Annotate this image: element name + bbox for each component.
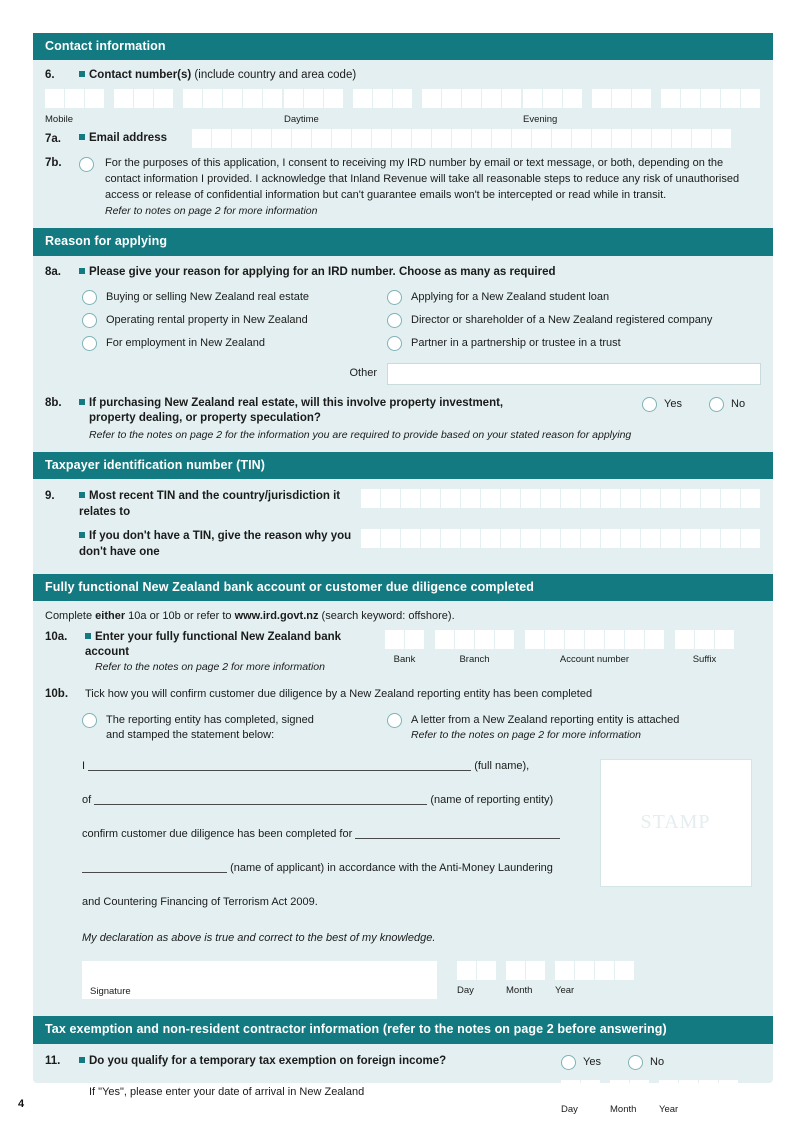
input-cell[interactable] xyxy=(681,89,700,108)
declaration-block xyxy=(45,759,761,946)
stamp-box xyxy=(600,759,752,887)
cdd-option-statement[interactable] xyxy=(82,713,387,743)
input-cell[interactable] xyxy=(721,529,740,548)
input-cell[interactable] xyxy=(361,529,380,548)
input-cell[interactable] xyxy=(641,529,660,548)
reason-for-applying-body xyxy=(33,256,773,443)
cdd-option-letter-note: Refer to the notes on page 2 for more information xyxy=(411,729,641,742)
input-cell[interactable] xyxy=(525,630,544,649)
cell-group[interactable] xyxy=(661,89,761,108)
declaration-line-1: I (full name), xyxy=(82,759,530,772)
reason-option-real-estate[interactable]: Buying or selling New Zealand real estate xyxy=(82,290,387,305)
arrival-month-cells[interactable] xyxy=(610,1080,650,1099)
cell-group[interactable] xyxy=(353,89,413,108)
cell-group[interactable] xyxy=(114,89,174,108)
declaration-line-3: confirm customer due diligence has been completed for xyxy=(82,827,590,843)
input-cell[interactable] xyxy=(385,630,404,649)
question-8a-label: Please give your reason for applying for an IRD number. Choose as many as required xyxy=(79,265,556,280)
input-cell[interactable] xyxy=(332,129,351,148)
input-cell[interactable] xyxy=(701,529,720,548)
page-number: 4 xyxy=(18,1098,25,1110)
input-cell[interactable] xyxy=(472,129,491,148)
reason-options-left xyxy=(82,290,387,359)
input-cell[interactable] xyxy=(421,529,440,548)
input-cell[interactable] xyxy=(741,89,760,108)
radio-icon-yes[interactable] xyxy=(642,397,657,412)
input-cell[interactable] xyxy=(601,489,620,508)
question-11-label: Do you qualify for a temporary tax exemption on foreign income? xyxy=(79,1054,561,1069)
input-cell[interactable] xyxy=(555,961,574,980)
section-header-contact-information: Contact information xyxy=(33,33,773,60)
input-cell[interactable] xyxy=(373,89,392,108)
declaration-line-6: My declaration as above is true and correct to the best of my knowledge. xyxy=(82,931,436,944)
question-7b-note: Refer to notes on page 2 for more information xyxy=(105,205,318,218)
input-cell[interactable] xyxy=(223,89,242,108)
input-cell[interactable] xyxy=(481,529,500,548)
question-8a-number: 8a. xyxy=(45,265,61,278)
input-cell[interactable] xyxy=(741,489,760,508)
input-cell[interactable] xyxy=(632,129,651,148)
input-cell[interactable] xyxy=(506,961,525,980)
declaration-day-field[interactable] xyxy=(457,961,497,996)
input-cell[interactable] xyxy=(475,630,494,649)
tin-input-1[interactable] xyxy=(361,489,761,508)
input-cell[interactable] xyxy=(461,529,480,548)
input-cell[interactable] xyxy=(581,529,600,548)
declaration-year-field[interactable] xyxy=(555,961,635,996)
input-cell[interactable] xyxy=(183,89,202,108)
input-cell[interactable] xyxy=(263,89,282,108)
reason-options-right xyxy=(387,290,761,359)
input-cell[interactable] xyxy=(512,129,531,148)
input-cell[interactable] xyxy=(372,129,391,148)
input-cell[interactable] xyxy=(361,489,380,508)
bank-caption: Bank xyxy=(393,654,416,666)
question-8a xyxy=(45,265,761,280)
section-header-tin: Taxpayer identification number (TIN) xyxy=(33,452,773,479)
account-number-cells[interactable] xyxy=(525,630,665,649)
question-11-yes-label: Yes xyxy=(583,1055,601,1068)
other-label: Other xyxy=(349,366,377,379)
branch-cells[interactable] xyxy=(435,630,515,649)
input-cell[interactable] xyxy=(615,961,634,980)
input-cell[interactable] xyxy=(405,630,424,649)
input-cell[interactable] xyxy=(212,129,231,148)
arrival-year-cells[interactable] xyxy=(659,1080,739,1099)
suffix-cells[interactable] xyxy=(675,630,735,649)
question-8b-note: Refer to the notes on page 2 for the information you are required to provide based on your stated reason for applying xyxy=(89,429,632,442)
section-header-bank: Fully functional New Zealand bank account or customer due diligence completed xyxy=(33,574,773,601)
question-10b-number: 10b. xyxy=(45,688,69,701)
input-cell[interactable] xyxy=(45,89,64,108)
input-cell[interactable] xyxy=(442,89,461,108)
signature-field[interactable] xyxy=(82,961,437,997)
radio-icon[interactable] xyxy=(82,290,97,305)
cdd-option-letter-line1: A letter from a New Zealand reporting entity is attached xyxy=(411,714,680,727)
bank-intro: Complete either 10a or 10b or refer to www.ird.govt.nz (search keyword: offshore). xyxy=(45,610,455,623)
arrival-day-caption: Day xyxy=(561,1103,578,1115)
question-7a-number: 7a. xyxy=(45,133,61,146)
question-11-number: 11. xyxy=(45,1054,61,1067)
input-cell[interactable] xyxy=(272,129,291,148)
suffix-field[interactable] xyxy=(675,630,735,674)
input-cell[interactable] xyxy=(526,961,545,980)
input-cell[interactable] xyxy=(661,489,680,508)
bank-field[interactable] xyxy=(385,630,425,674)
other-reason-input[interactable] xyxy=(387,363,761,385)
input-cell[interactable] xyxy=(701,89,720,108)
input-cell[interactable] xyxy=(452,129,471,148)
input-cell[interactable] xyxy=(632,89,651,108)
full-name-blank[interactable] xyxy=(88,770,471,771)
cdd-option-letter[interactable] xyxy=(387,713,761,743)
input-cell[interactable] xyxy=(695,630,714,649)
bullet-square-icon xyxy=(85,633,91,639)
declaration-year-cells[interactable] xyxy=(555,961,635,980)
bullet-square-icon xyxy=(79,134,85,140)
reason-option-employment[interactable]: For employment in New Zealand xyxy=(82,336,387,351)
question-6 xyxy=(45,68,761,83)
declaration-text xyxy=(45,759,590,946)
input-cell[interactable] xyxy=(681,489,700,508)
declaration-month-field[interactable] xyxy=(506,961,546,996)
input-cell[interactable] xyxy=(719,1080,738,1099)
input-cell[interactable] xyxy=(65,89,84,108)
input-cell[interactable] xyxy=(630,1080,649,1099)
reason-option-partner-trustee[interactable]: Partner in a partnership or trustee in a trust xyxy=(387,336,761,351)
input-cell[interactable] xyxy=(252,129,271,148)
input-cell[interactable] xyxy=(612,89,631,108)
input-cell[interactable] xyxy=(541,529,560,548)
input-cell[interactable] xyxy=(659,1080,678,1099)
radio-icon[interactable] xyxy=(387,713,402,728)
radio-icon-no[interactable] xyxy=(628,1055,643,1070)
input-cell[interactable] xyxy=(565,630,584,649)
bullet-square-icon xyxy=(79,399,85,405)
question-10b-label: Tick how you will confirm customer due diligence by a New Zealand reporting entity has been completed xyxy=(85,688,593,701)
input-cell[interactable] xyxy=(232,129,251,148)
evening-caption: Evening xyxy=(523,114,558,126)
input-cell[interactable] xyxy=(481,489,500,508)
question-10a-note: Refer to the notes on page 2 for more information xyxy=(95,661,325,674)
input-cell[interactable] xyxy=(492,129,511,148)
arrival-year-caption: Year xyxy=(659,1103,679,1115)
question-9-label-2: If you don't have a TIN, give the reason why you don't have one xyxy=(79,530,352,558)
input-cell[interactable] xyxy=(441,529,460,548)
input-cell[interactable] xyxy=(621,489,640,508)
declaration-date xyxy=(457,961,635,996)
cell-group[interactable] xyxy=(284,89,344,108)
declaration-month-cells[interactable] xyxy=(506,961,546,980)
input-cell[interactable] xyxy=(462,89,481,108)
contact-information-body xyxy=(33,60,773,218)
reason-other-row xyxy=(45,363,761,385)
input-cell[interactable] xyxy=(457,961,476,980)
declaration-year-caption: Year xyxy=(555,985,575,997)
daytime-caption: Daytime xyxy=(284,114,319,126)
declaration-line-5: and Countering Financing of Terrorism Act 2009. xyxy=(82,895,318,908)
input-cell[interactable] xyxy=(721,489,740,508)
input-cell[interactable] xyxy=(324,89,343,108)
input-cell[interactable] xyxy=(114,89,133,108)
cell-group[interactable] xyxy=(183,89,283,108)
question-10b xyxy=(45,687,761,703)
question-7a xyxy=(45,129,761,148)
question-8b-text-line1: If purchasing New Zealand real estate, will this involve property investment, xyxy=(79,396,642,411)
input-cell[interactable] xyxy=(699,1080,718,1099)
input-cell[interactable] xyxy=(612,129,631,148)
input-cell[interactable] xyxy=(692,129,711,148)
reporting-entity-blank[interactable] xyxy=(94,804,427,805)
reason-option-rental-property[interactable]: Operating rental property in New Zealand xyxy=(82,313,387,328)
bullet-square-icon xyxy=(79,71,85,77)
input-cell[interactable] xyxy=(441,489,460,508)
input-cell[interactable] xyxy=(610,1080,629,1099)
bullet-square-icon xyxy=(79,1057,85,1063)
question-9-label-1: Most recent TIN and the country/jurisdiction it relates to xyxy=(79,490,341,518)
input-cell[interactable] xyxy=(312,129,331,148)
input-cell[interactable] xyxy=(521,489,540,508)
input-cell[interactable] xyxy=(85,89,104,108)
question-8b-number: 8b. xyxy=(45,396,62,409)
radio-icon[interactable] xyxy=(387,290,402,305)
mobile-caption: Mobile xyxy=(45,114,73,126)
question-8b xyxy=(45,396,761,443)
bullet-square-icon xyxy=(79,492,85,498)
question-11-no-label: No xyxy=(650,1055,665,1068)
input-cell[interactable] xyxy=(477,961,496,980)
input-cell[interactable] xyxy=(401,529,420,548)
question-8b-text-line2: property dealing, or property speculation? xyxy=(89,411,321,424)
question-9-number: 9. xyxy=(45,490,55,503)
input-cell[interactable] xyxy=(701,489,720,508)
radio-icon[interactable] xyxy=(82,336,97,351)
input-cell[interactable] xyxy=(561,529,580,548)
applicant-blank-part1[interactable] xyxy=(355,838,560,839)
input-cell[interactable] xyxy=(641,489,660,508)
question-8b-answers xyxy=(642,396,761,413)
input-cell[interactable] xyxy=(592,129,611,148)
radio-icon[interactable] xyxy=(387,313,402,328)
input-cell[interactable] xyxy=(393,89,412,108)
input-cell[interactable] xyxy=(523,89,542,108)
reason-option-director-shareholder[interactable]: Director or shareholder of a New Zealand registered company xyxy=(387,313,761,328)
input-cell[interactable] xyxy=(561,1080,580,1099)
input-cell[interactable] xyxy=(521,529,540,548)
declaration-line-2: of (name of reporting entity) xyxy=(82,793,554,806)
input-cell[interactable] xyxy=(353,89,372,108)
input-cell[interactable] xyxy=(292,129,311,148)
declaration-day-caption: Day xyxy=(457,985,474,997)
arrival-day-field[interactable] xyxy=(561,1080,601,1115)
input-cell[interactable] xyxy=(721,89,740,108)
input-cell[interactable] xyxy=(412,129,431,148)
question-10a-label: Enter your fully functional New Zealand bank account xyxy=(85,631,342,659)
question-7b-number: 7b. xyxy=(45,157,62,170)
consent-radio[interactable] xyxy=(79,157,94,172)
input-cell[interactable] xyxy=(495,630,514,649)
arrival-date xyxy=(561,1080,761,1115)
input-cell[interactable] xyxy=(661,529,680,548)
question-11 xyxy=(45,1054,761,1115)
input-cell[interactable] xyxy=(681,529,700,548)
input-cell[interactable] xyxy=(572,129,591,148)
input-cell[interactable] xyxy=(482,89,501,108)
input-cell[interactable] xyxy=(625,630,644,649)
input-cell[interactable] xyxy=(679,1080,698,1099)
input-cell[interactable] xyxy=(502,89,521,108)
radio-icon-no[interactable] xyxy=(709,397,724,412)
radio-icon[interactable] xyxy=(82,713,97,728)
section-header-tax-exemption: Tax exemption and non-resident contractor information (refer to the notes on page 2 before answering) xyxy=(33,1016,773,1043)
input-cell[interactable] xyxy=(592,89,611,108)
question-7b-text: For the purposes of this application, I consent to receiving my IRD number by email or text message, or both, depending on the contact information I provided. I acknowledge that Inland Revenue will take all reasonable steps to reduce any risk of unauthorised access or release of confidential information but can't guarantee emails won't be intercepted or read while in transit. xyxy=(105,157,740,202)
input-cell[interactable] xyxy=(381,529,400,548)
applicant-blank-part2[interactable] xyxy=(82,872,227,873)
input-cell[interactable] xyxy=(652,129,671,148)
evening-number-cells[interactable] xyxy=(523,89,761,108)
cell-group[interactable] xyxy=(45,89,105,108)
bank-cells[interactable] xyxy=(385,630,425,649)
input-cell[interactable] xyxy=(621,529,640,548)
input-cell[interactable] xyxy=(304,89,323,108)
arrival-day-cells[interactable] xyxy=(561,1080,601,1099)
evening-number-field[interactable] xyxy=(523,89,761,125)
cell-group[interactable] xyxy=(592,89,652,108)
radio-icon[interactable] xyxy=(387,336,402,351)
cdd-option-statement-line2: and stamped the statement below: xyxy=(106,729,275,742)
bank-account-fields xyxy=(385,630,761,674)
radio-icon[interactable] xyxy=(82,313,97,328)
input-cell[interactable] xyxy=(455,630,474,649)
tin-body xyxy=(33,479,773,560)
input-cell[interactable] xyxy=(381,489,400,508)
cdd-options xyxy=(45,713,761,743)
mobile-number-cells[interactable] xyxy=(45,89,283,108)
input-cell[interactable] xyxy=(561,489,580,508)
signature-caption: Signature xyxy=(90,986,131,998)
arrival-year-field[interactable] xyxy=(659,1080,739,1115)
section-header-reason-for-applying: Reason for applying xyxy=(33,228,773,255)
question-10a xyxy=(45,630,761,674)
input-cell[interactable] xyxy=(432,129,451,148)
input-cell[interactable] xyxy=(543,89,562,108)
declaration-day-cells[interactable] xyxy=(457,961,497,980)
tin-input-2[interactable] xyxy=(361,529,761,548)
input-cell[interactable] xyxy=(601,529,620,548)
arrival-month-field[interactable] xyxy=(610,1080,650,1115)
reason-options xyxy=(45,290,761,359)
input-cell[interactable] xyxy=(595,961,614,980)
declaration-line-4: (name of applicant) in accordance with the Anti-Money Laundering xyxy=(82,861,590,877)
input-cell[interactable] xyxy=(581,1080,600,1099)
question-11-answers xyxy=(561,1054,761,1071)
input-cell[interactable] xyxy=(672,129,691,148)
form-page xyxy=(33,33,773,1115)
input-cell[interactable] xyxy=(575,961,594,980)
question-10a-number: 10a. xyxy=(45,631,68,644)
stamp-label: STAMP xyxy=(640,811,711,834)
input-cell[interactable] xyxy=(501,489,520,508)
signature-row xyxy=(45,961,761,997)
daytime-number-cells[interactable] xyxy=(284,89,522,108)
input-cell[interactable] xyxy=(243,89,262,108)
input-cell[interactable] xyxy=(461,489,480,508)
input-cell[interactable] xyxy=(552,129,571,148)
mobile-number-field[interactable] xyxy=(45,89,283,125)
question-7b xyxy=(45,156,761,218)
cell-group[interactable] xyxy=(422,89,522,108)
cell-group[interactable] xyxy=(523,89,583,108)
radio-icon-yes[interactable] xyxy=(561,1055,576,1070)
reason-option-student-loan[interactable]: Applying for a New Zealand student loan xyxy=(387,290,761,305)
account-number-caption: Account number xyxy=(559,654,630,666)
declaration-month-caption: Month xyxy=(506,985,533,997)
input-cell[interactable] xyxy=(581,489,600,508)
bullet-square-icon xyxy=(79,532,85,538)
input-cell[interactable] xyxy=(352,129,371,148)
daytime-number-field[interactable] xyxy=(284,89,522,125)
input-cell[interactable] xyxy=(585,630,604,649)
account-number-field[interactable] xyxy=(525,630,665,674)
input-cell[interactable] xyxy=(545,630,564,649)
input-cell[interactable] xyxy=(421,489,440,508)
tax-exemption-body xyxy=(33,1044,773,1115)
input-cell[interactable] xyxy=(154,89,173,108)
input-cell[interactable] xyxy=(605,630,624,649)
question-8b-yes-label: Yes xyxy=(664,397,682,410)
input-cell[interactable] xyxy=(645,630,664,649)
branch-field[interactable] xyxy=(435,630,515,674)
input-cell[interactable] xyxy=(675,630,694,649)
input-cell[interactable] xyxy=(134,89,153,108)
cdd-option-statement-line1: The reporting entity has completed, signed xyxy=(106,714,314,727)
input-cell[interactable] xyxy=(401,489,420,508)
input-cell[interactable] xyxy=(392,129,411,148)
suffix-caption: Suffix xyxy=(692,654,717,666)
input-cell[interactable] xyxy=(563,89,582,108)
input-cell[interactable] xyxy=(741,529,760,548)
input-cell[interactable] xyxy=(422,89,441,108)
input-cell[interactable] xyxy=(501,529,520,548)
question-7a-label: Email address xyxy=(79,131,192,146)
question-6-number: 6. xyxy=(45,69,55,82)
input-cell[interactable] xyxy=(661,89,680,108)
input-cell[interactable] xyxy=(192,129,211,148)
question-11-subtext: If "Yes", please enter your date of arrival in New Zealand xyxy=(89,1085,365,1098)
input-cell[interactable] xyxy=(712,129,731,148)
input-cell[interactable] xyxy=(541,489,560,508)
email-address-input[interactable] xyxy=(192,129,732,148)
input-cell[interactable] xyxy=(435,630,454,649)
question-8b-no-label: No xyxy=(731,397,746,410)
input-cell[interactable] xyxy=(284,89,303,108)
input-cell[interactable] xyxy=(532,129,551,148)
input-cell[interactable] xyxy=(203,89,222,108)
arrival-month-caption: Month xyxy=(610,1103,637,1115)
question-6-label: Contact number(s) (include country and area code) xyxy=(79,68,356,83)
bullet-square-icon xyxy=(79,268,85,274)
contact-numbers-row xyxy=(45,89,761,125)
branch-caption: Branch xyxy=(459,654,490,666)
bank-body xyxy=(33,601,773,997)
input-cell[interactable] xyxy=(715,630,734,649)
